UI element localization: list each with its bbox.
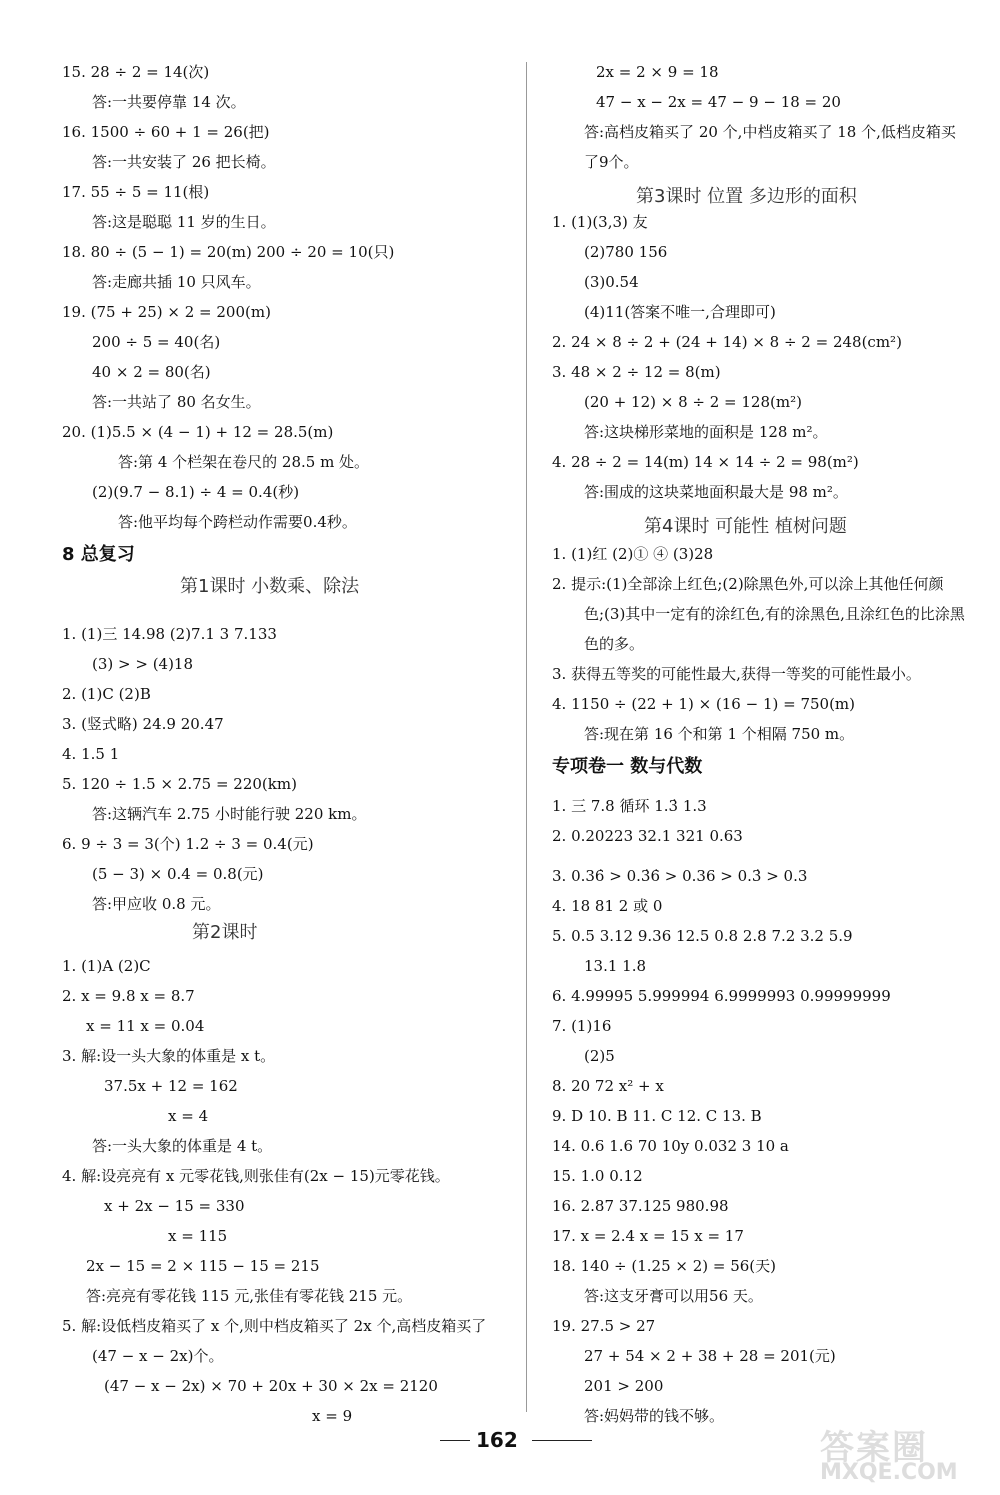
left-answer-line: 答:一共安装了 26 把长椅。 <box>92 153 276 171</box>
left-answer-line: 答:一共要停靠 14 次。 <box>92 93 246 111</box>
right-answer-line: 2. 提示:(1)全部涂上红色;(2)除黑色外,可以涂上其他任何颜 <box>552 575 944 593</box>
left-answer-line: x = 4 <box>168 1107 209 1125</box>
right-answer-line: 13.1 1.8 <box>584 957 647 975</box>
column-divider <box>526 62 527 1412</box>
lesson-heading: 第4课时 可能性 植树问题 <box>644 516 847 537</box>
right-answer-line: 4. 28 ÷ 2 = 14(m) 14 × 14 ÷ 2 = 98(m²) <box>552 453 859 471</box>
left-answer-line: 17. 55 ÷ 5 = 11(根) <box>62 183 210 201</box>
left-answer-line: 答:一头大象的体重是 4 t。 <box>92 1137 273 1155</box>
right-answer-line: 1. (1)(3,3) 友 <box>552 213 648 231</box>
right-answer-line: 3. 获得五等奖的可能性最大,获得一等奖的可能性最小。 <box>552 665 921 683</box>
watermark-url: MXQE.COM <box>820 1460 958 1485</box>
left-answer-line: 16. 1500 ÷ 60 + 1 = 26(把) <box>62 123 270 141</box>
right-answer-line: 8. 20 72 x² + x <box>552 1077 664 1095</box>
left-answer-line: 答:甲应收 0.8 元。 <box>92 895 221 913</box>
right-answer-line: 2. 0.20223 32.1 321 0.63 <box>552 827 743 845</box>
left-answer-line: (47 − x − 2x) × 70 + 20x + 30 × 2x = 2120 <box>104 1377 438 1395</box>
left-answer-line: 2. (1)C (2)B <box>62 685 151 703</box>
right-answer-line: 了9个。 <box>584 153 639 171</box>
left-answer-line: 2. x = 9.8 x = 8.7 <box>62 987 195 1005</box>
right-answer-line: 15. 1.0 0.12 <box>552 1167 643 1185</box>
right-answer-line: 47 − x − 2x = 47 − 9 − 18 = 20 <box>596 93 841 111</box>
right-answer-line: 6. 4.99995 5.999994 6.9999993 0.99999999 <box>552 987 891 1005</box>
left-answer-line: 2x − 15 = 2 × 115 − 15 = 215 <box>86 1257 320 1275</box>
right-answer-line: 5. 0.5 3.12 9.36 12.5 0.8 2.8 7.2 3.2 5.9 <box>552 927 853 945</box>
left-answer-line: 6. 9 ÷ 3 = 3(个) 1.2 ÷ 3 = 0.4(元) <box>62 835 314 853</box>
right-answer-line: (20 + 12) × 8 ÷ 2 = 128(m²) <box>584 393 802 411</box>
left-answer-line: 5. 解:设低档皮箱买了 x 个,则中档皮箱买了 2x 个,高档皮箱买了 <box>62 1317 487 1335</box>
right-answer-line: (2)5 <box>584 1047 615 1065</box>
right-answer-line: 色;(3)其中一定有的涂红色,有的涂黑色,且涂红色的比涂黑 <box>584 605 965 623</box>
left-answer-line: x = 9 <box>312 1407 353 1425</box>
right-answer-line: 27 + 54 × 2 + 38 + 28 = 201(元) <box>584 1347 836 1365</box>
left-answer-line: 1. (1)A (2)C <box>62 957 151 975</box>
right-answer-line: 17. x = 2.4 x = 15 x = 17 <box>552 1227 744 1245</box>
left-answer-line: 答:他平均每个跨栏动作需要0.4秒。 <box>118 513 357 531</box>
left-answer-line: 5. 120 ÷ 1.5 × 2.75 = 220(km) <box>62 775 297 793</box>
right-answer-line: 14. 0.6 1.6 70 10y 0.032 3 10 a <box>552 1137 789 1155</box>
right-answer-line: 9. D 10. B 11. C 12. C 13. B <box>552 1107 762 1125</box>
left-answer-line: (2)(9.7 − 8.1) ÷ 4 = 0.4(秒) <box>92 483 300 501</box>
right-answer-line: 3. 48 × 2 ÷ 12 = 8(m) <box>552 363 721 381</box>
left-answer-line: 40 × 2 = 80(名) <box>92 363 211 381</box>
left-answer-line: 答:走廊共插 10 只风车。 <box>92 273 261 291</box>
left-answer-line: 答:这辆汽车 2.75 小时能行驶 220 km。 <box>92 805 367 823</box>
left-answer-line: 1. (1)三 14.98 (2)7.1 3 7.133 <box>62 625 277 643</box>
right-answer-line: 4. 18 81 2 或 0 <box>552 897 663 915</box>
left-answer-line: 答:一共站了 80 名女生。 <box>92 393 261 411</box>
right-answer-line: 3. 0.36̇ > 0.3̇6̇ > 0.36 > 0.3̇ > 0.3 <box>552 867 808 885</box>
right-answer-line: 1. (1)红 (2)① ④ (3)28 <box>552 545 714 563</box>
right-answer-line: 答:围成的这块菜地面积最大是 98 m²。 <box>584 483 848 501</box>
left-answer-line: 15. 28 ÷ 2 = 14(次) <box>62 63 210 81</box>
left-answer-line: 答:这是聪聪 11 岁的生日。 <box>92 213 276 231</box>
left-answer-line: 3. (竖式略) 24.9 20.47 <box>62 715 224 733</box>
page-number-rule-left <box>440 1440 470 1441</box>
left-answer-line: x + 2x − 15 = 330 <box>104 1197 245 1215</box>
lesson-heading: 第2课时 <box>192 922 258 943</box>
left-answer-line: x = 115 <box>168 1227 228 1245</box>
right-answer-line: 答:这支牙膏可以用56 天。 <box>584 1287 763 1305</box>
left-answer-line: 19. (75 + 25) × 2 = 200(m) <box>62 303 271 321</box>
right-answer-line: 7. (1)16 <box>552 1017 612 1035</box>
watermark-logo: 答案圈 <box>820 1428 928 1468</box>
section-title: 8 总复习 <box>62 544 135 565</box>
right-answer-line: 16. 2.87 37.125 980.98 <box>552 1197 729 1215</box>
right-answer-line: 2x = 2 × 9 = 18 <box>596 63 719 81</box>
left-answer-line: 4. 解:设亮亮有 x 元零花钱,则张佳有(2x − 15)元零花钱。 <box>62 1167 450 1185</box>
left-answer-line: (3) > > (4)18 <box>92 655 194 673</box>
right-answer-line: 答:这块梯形菜地的面积是 128 m²。 <box>584 423 828 441</box>
left-answer-line: 4. 1.5 1 <box>62 745 120 763</box>
right-answer-line: 1. 三 7.8 循环 1.3̇ 1.3 <box>552 797 707 815</box>
left-answer-line: 答:亮亮有零花钱 115 元,张佳有零花钱 215 元。 <box>86 1287 413 1305</box>
lesson-heading: 第3课时 位置 多边形的面积 <box>636 186 857 207</box>
right-answer-line: (3)0.54 <box>584 273 639 291</box>
right-answer-line: 答:高档皮箱买了 20 个,中档皮箱买了 18 个,低档皮箱买 <box>584 123 956 141</box>
right-answer-line: 19. 27.5 > 27 <box>552 1317 656 1335</box>
left-answer-line: (47 − x − 2x)个。 <box>92 1347 224 1365</box>
section-title: 专项卷一 数与代数 <box>552 756 703 777</box>
right-answer-line: 答:现在第 16 个和第 1 个相隔 750 m。 <box>584 725 855 743</box>
left-answer-line: x = 11 x = 0.04 <box>86 1017 205 1035</box>
right-answer-line: 18. 140 ÷ (1.25 × 2) = 56(天) <box>552 1257 777 1275</box>
page-number-rule-right <box>532 1440 592 1441</box>
page-number: 162 <box>476 1428 518 1452</box>
right-answer-line: 4. 1150 ÷ (22 + 1) × (16 − 1) = 750(m) <box>552 695 856 713</box>
left-answer-line: (5 − 3) × 0.4 = 0.8(元) <box>92 865 264 883</box>
left-answer-line: 20. (1)5.5 × (4 − 1) + 12 = 28.5(m) <box>62 423 334 441</box>
right-answer-line: 色的多。 <box>584 635 645 653</box>
left-answer-line: 18. 80 ÷ (5 − 1) = 20(m) 200 ÷ 20 = 10(只) <box>62 243 395 261</box>
left-answer-line: 37.5x + 12 = 162 <box>104 1077 238 1095</box>
left-answer-line: 200 ÷ 5 = 40(名) <box>92 333 221 351</box>
right-answer-line: (4)11(答案不唯一,合理即可) <box>584 303 776 321</box>
left-answer-line: 答:第 4 个栏架在卷尺的 28.5 m 处。 <box>118 453 370 471</box>
left-answer-line: 3. 解:设一头大象的体重是 x t。 <box>62 1047 276 1065</box>
lesson-heading: 第1课时 小数乘、除法 <box>180 576 360 597</box>
right-answer-line: (2)780 156 <box>584 243 668 261</box>
right-answer-line: 答:妈妈带的钱不够。 <box>584 1407 725 1425</box>
right-answer-line: 201 > 200 <box>584 1377 664 1395</box>
right-answer-line: 2. 24 × 8 ÷ 2 + (24 + 14) × 8 ÷ 2 = 248(cm²) <box>552 333 902 351</box>
